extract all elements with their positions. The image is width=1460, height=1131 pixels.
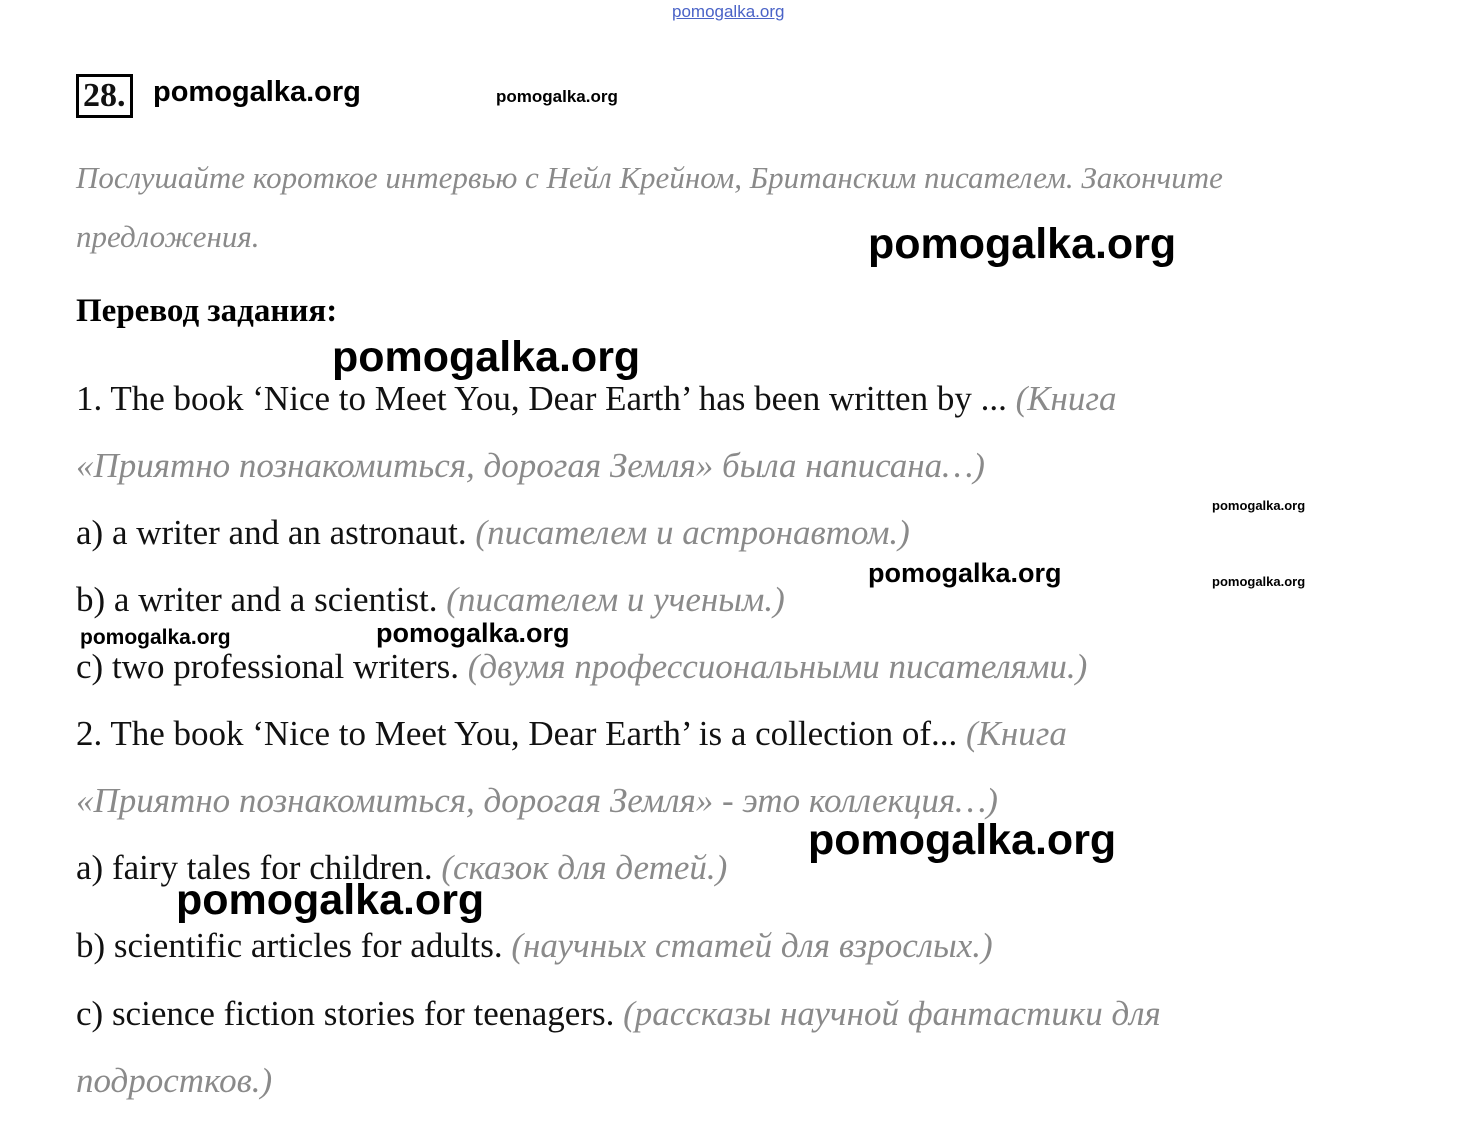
question-1: [76, 379, 1117, 419]
top-watermark-link[interactable]: pomogalka.org: [672, 2, 785, 21]
option-translation: (сказок для детей.): [441, 848, 728, 887]
option-2c-translation-cont: подростков.): [76, 1061, 273, 1100]
option-text: c) science fiction stories for teenagers.: [76, 994, 615, 1033]
option-translation: (писателем и ученым.): [446, 580, 785, 619]
question-2-text: 2. The book ‘Nice to Meet You, Dear Earth’ is a collection of...: [76, 714, 958, 753]
question-1-translation-cont: «Приятно познакомиться, дорогая Земля» была написана…): [76, 446, 985, 485]
option-2b: [76, 926, 993, 966]
header-watermark-small: pomogalka.org: [496, 87, 618, 106]
option-1a: [76, 513, 910, 553]
watermark: pomogalka.org: [868, 220, 1177, 268]
option-translation: (двумя профессиональными писателями.): [467, 647, 1088, 686]
exercise-number: 28.: [76, 74, 133, 118]
option-text: b) scientific articles for adults.: [76, 926, 503, 965]
option-text: c) two professional writers.: [76, 647, 459, 686]
option-translation: (научных статей для взрослых.): [511, 926, 993, 965]
option-2c: [76, 994, 1161, 1034]
question-1-text: 1. The book ‘Nice to Meet You, Dear Earth’ has been written by ...: [76, 379, 1007, 418]
watermark: pomogalka.org: [376, 618, 570, 648]
watermark: pomogalka.org: [868, 558, 1062, 588]
option-1b: [76, 580, 785, 620]
watermark: pomogalka.org: [1212, 498, 1306, 513]
watermark: pomogalka.org: [332, 333, 641, 381]
header-watermark: pomogalka.org: [153, 76, 361, 108]
option-translation: (писателем и астронавтом.): [475, 513, 910, 552]
question-2: [76, 714, 1067, 754]
option-1c: [76, 647, 1087, 687]
question-1-translation: (Книга: [1015, 379, 1117, 418]
instruction-line-2: предложения.: [76, 219, 260, 254]
question-2-translation: (Книга: [966, 714, 1067, 753]
watermark: pomogalka.org: [808, 816, 1117, 864]
option-translation: (рассказы научной фантастики для: [623, 994, 1161, 1033]
watermark: pomogalka.org: [1212, 574, 1306, 589]
translation-heading: Перевод задания:: [76, 293, 338, 329]
watermark: pomogalka.org: [176, 876, 485, 924]
question-2-translation-cont: «Приятно познакомиться, дорогая Земля» - это коллекция…): [76, 781, 998, 820]
instruction-line-1: Послушайте короткое интервью с Нейл Крейном, Британским писателем. Закончите: [76, 160, 1223, 195]
watermark: pomogalka.org: [80, 626, 231, 649]
option-text: b) a writer and a scientist.: [76, 580, 438, 619]
option-text: a) fairy tales for children.: [76, 848, 433, 887]
option-text: a) a writer and an astronaut.: [76, 513, 467, 552]
